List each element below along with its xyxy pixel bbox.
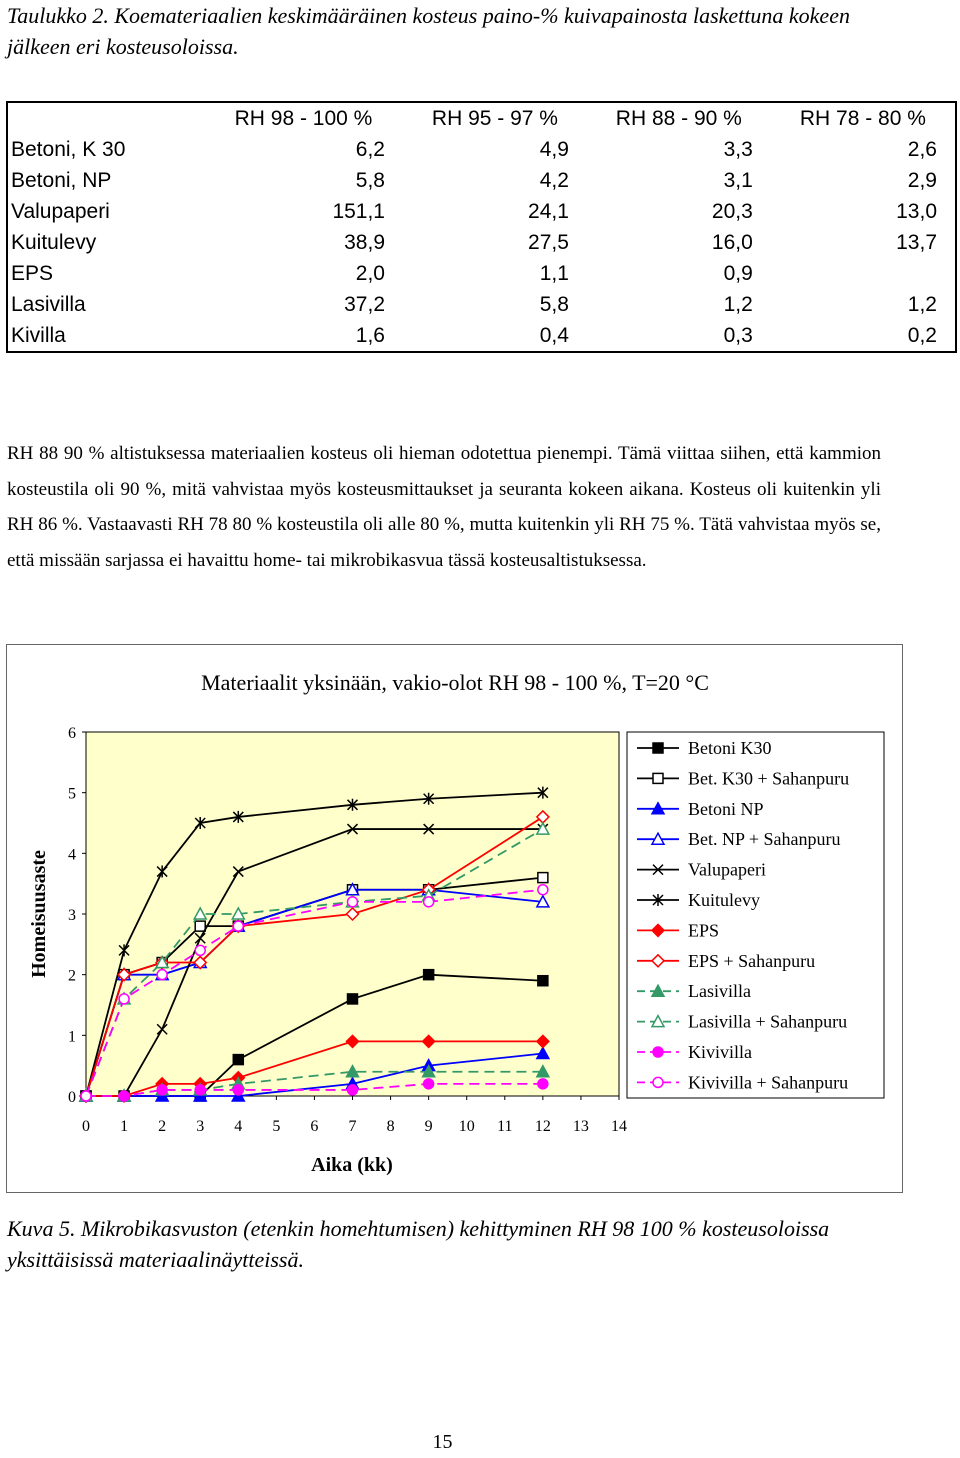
data-point — [157, 970, 167, 980]
legend-label: Betoni NP — [688, 798, 764, 819]
table-caption: Taulukko 2. Koemateriaalien keskimääräinen kosteus paino-% kuivapainosta laskettuna kokeen jälkeen eri kosteusoloissa. — [7, 3, 850, 59]
x-tick-label: 12 — [534, 1118, 551, 1135]
data-point — [424, 1079, 434, 1089]
table-header-cell: RH 95 - 97 % — [431, 107, 558, 130]
x-tick-label: 14 — [611, 1118, 627, 1135]
table-cell: 2,0 — [355, 262, 385, 285]
x-tick-label: 3 — [196, 1118, 205, 1135]
legend-label: EPS — [688, 920, 720, 941]
legend-label: Kivivilla + Sahanpuru — [688, 1072, 849, 1093]
legend-label: EPS + Sahanpuru — [688, 950, 816, 971]
table-row — [7, 227, 956, 258]
table-cell: 1,2 — [907, 293, 937, 316]
data-point — [538, 1079, 548, 1089]
data-point — [348, 994, 358, 1004]
table-header-corner — [7, 102, 204, 134]
x-tick-label: 2 — [158, 1118, 167, 1135]
x-tick-label: 1 — [120, 1118, 129, 1135]
table-cell: 5,8 — [539, 293, 569, 316]
data-point — [233, 1055, 243, 1065]
x-tick-label: 9 — [424, 1118, 433, 1135]
table-cell: 4,9 — [539, 138, 569, 161]
y-tick-label: 6 — [68, 725, 76, 742]
page-number: 15 — [432, 1431, 453, 1453]
table-cell: 0,2 — [907, 324, 937, 347]
table-row — [7, 165, 956, 196]
row-label: EPS — [11, 262, 54, 285]
x-tick-label: 11 — [497, 1118, 513, 1135]
data-point — [195, 945, 205, 955]
y-tick-label: 2 — [68, 967, 76, 985]
x-tick-label: 4 — [234, 1118, 243, 1135]
row-label: Kuitulevy — [11, 231, 97, 254]
data-point — [195, 921, 205, 931]
table-cell: 0,4 — [539, 324, 569, 347]
x-tick-label: 7 — [348, 1118, 357, 1135]
table-cell: 20,3 — [711, 200, 753, 223]
data-point — [653, 743, 663, 753]
chart-title: Materiaalit yksinään, vakio-olot RH 98 - 100 %, T=20 °C — [201, 670, 709, 695]
legend-label: Bet. K30 + Sahanpuru — [688, 768, 850, 789]
table-cell: 2,9 — [907, 169, 937, 192]
table-cell: 13,0 — [896, 200, 937, 223]
y-axis-label: Homeisuusaste — [28, 850, 50, 978]
x-axis-label: Aika (kk) — [311, 1154, 393, 1176]
row-label: Valupaperi — [11, 200, 110, 223]
legend-label: Lasivilla — [688, 981, 751, 1002]
table-cell: 38,9 — [344, 231, 385, 254]
table-cell: 5,8 — [355, 169, 385, 192]
figure-caption: Kuva 5. Mikrobikasvuston (etenkin homehtumisen) kehittyminen RH 98 100 % kosteusoloissa yksittäisissä materiaalinäytteissä. — [7, 1216, 830, 1272]
table-cell: 1,1 — [539, 262, 569, 285]
data-point — [195, 1085, 205, 1095]
table-cell: 13,7 — [896, 231, 937, 254]
row-label: Betoni, NP — [11, 169, 112, 192]
table-cell: 0,9 — [723, 262, 753, 285]
table-cell: 1,2 — [723, 293, 753, 316]
data-point — [653, 1047, 663, 1057]
legend-label: Valupaperi — [688, 859, 766, 880]
y-tick-label: 4 — [68, 846, 76, 864]
legend-label: Kuitulevy — [688, 890, 760, 910]
table-cell: 16,0 — [711, 231, 753, 254]
y-tick-label: 1 — [68, 1028, 76, 1046]
table-header-cell: RH 88 - 90 % — [615, 107, 742, 130]
table-cell: 3,1 — [723, 169, 753, 192]
table-cell: 24,1 — [528, 200, 569, 223]
data-point — [538, 976, 548, 986]
data-point — [538, 873, 548, 883]
x-tick-label: 5 — [272, 1118, 281, 1135]
table-cell: 27,5 — [528, 231, 569, 254]
data-point — [424, 897, 434, 907]
row-label: Kivilla — [11, 324, 66, 347]
data-point — [81, 1091, 91, 1101]
y-tick-label: 5 — [68, 785, 76, 803]
row-label: Lasivilla — [11, 293, 86, 316]
data-point — [348, 897, 358, 907]
data-point — [157, 1085, 167, 1095]
table-row — [7, 258, 956, 289]
table-cell: 6,2 — [355, 138, 385, 161]
table-cell: 151,1 — [332, 200, 385, 223]
x-tick-label: 0 — [82, 1118, 90, 1135]
table-cell — [771, 258, 956, 289]
table-cell: 1,6 — [355, 324, 385, 347]
table-cell: 4,2 — [539, 169, 569, 192]
legend-label: Betoni K30 — [688, 738, 772, 758]
data-point — [538, 885, 548, 895]
table-cell: 2,6 — [907, 138, 937, 161]
table-row — [7, 320, 956, 352]
y-tick-label: 3 — [68, 907, 76, 924]
row-label: Betoni, K 30 — [11, 138, 126, 161]
body-paragraph: RH 88 90 % altistuksessa materiaalien kosteus oli hieman odotettua pienempi. Tämä viittaa siihen, että kammion kosteustila oli 90 %, mitä vahvistaa myös kosteusmittaukset ja seuranta kokeen aikana. Kosteus oli kuitenkin yli RH 86 %. Vastaavasti RH 78 80 % kosteustila oli alle 80 %, mutta kuitenkin yli RH 75 %. Tätä vahvistaa myös se, että missään sarjassa ei havaittu home- tai mikrobikasvua tässä kosteusaltistuksessa. — [7, 443, 881, 571]
data-point — [653, 773, 663, 783]
legend-label: Lasivilla + Sahanpuru — [688, 1011, 848, 1032]
data-point — [424, 970, 434, 980]
table-row — [7, 196, 956, 227]
x-tick-label: 8 — [386, 1118, 395, 1135]
x-tick-label: 13 — [572, 1118, 589, 1135]
x-tick-label: 10 — [458, 1118, 475, 1135]
table-row — [7, 289, 956, 320]
chart-frame — [6, 644, 903, 1193]
moisture-table — [6, 101, 957, 353]
mold-growth-chart — [7, 645, 902, 1192]
data-point — [233, 921, 243, 931]
legend-label: Bet. NP + Sahanpuru — [688, 829, 841, 850]
table-header-row — [7, 102, 956, 134]
data-point — [119, 1091, 129, 1101]
legend-label: Kivivilla — [688, 1042, 752, 1062]
y-tick-label: 0 — [68, 1089, 76, 1106]
data-point — [348, 1085, 358, 1095]
table-cell: 0,3 — [723, 324, 753, 347]
table-header-cell: RH 98 - 100 % — [234, 107, 373, 130]
table-row — [7, 134, 956, 165]
table-header-cell: RH 78 - 80 % — [799, 107, 926, 130]
data-point — [233, 1085, 243, 1095]
table-cell: 37,2 — [344, 293, 385, 316]
data-point — [119, 994, 129, 1004]
x-tick-label: 6 — [310, 1118, 319, 1135]
data-point — [653, 1077, 663, 1087]
table-cell: 3,3 — [723, 138, 753, 161]
